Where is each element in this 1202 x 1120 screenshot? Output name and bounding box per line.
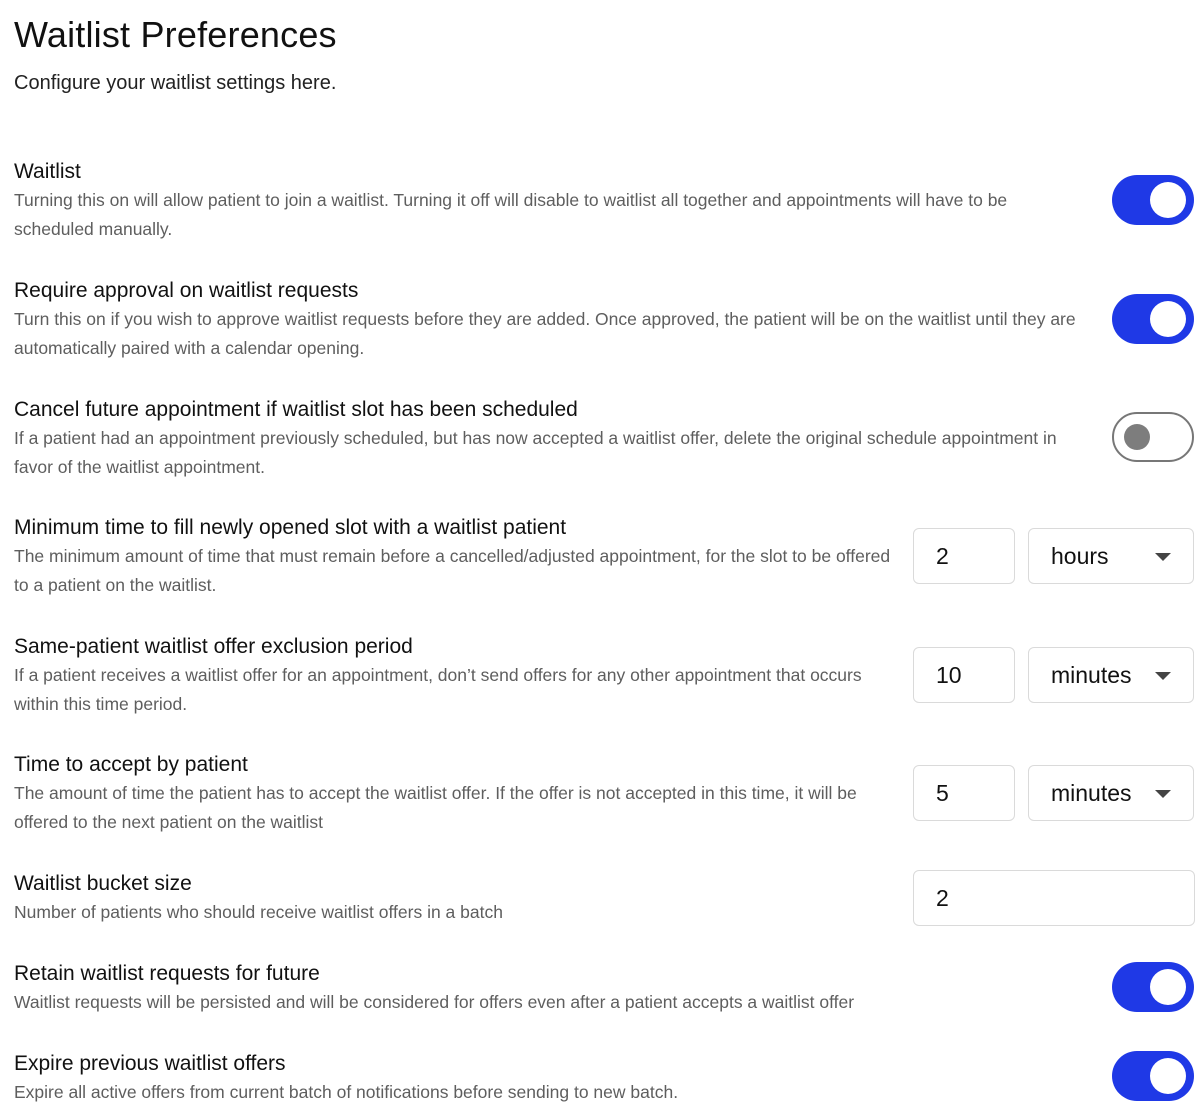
setting-description: The minimum amount of time that must remain before a cancelled/adjusted appointment, for the slot to be offered to a patient on the waitlist. xyxy=(14,546,891,595)
setting-description: If a patient receives a waitlist offer for an appointment, don’t send offers for any other appointment that occurs within this time period. xyxy=(14,665,862,714)
time-to-accept-unit-select[interactable] xyxy=(1028,765,1194,821)
page-title: Waitlist Preferences xyxy=(14,14,337,55)
caret-down-icon xyxy=(1155,553,1171,561)
caret-down-icon xyxy=(1155,672,1171,680)
select-value: minutes xyxy=(1051,780,1132,806)
setting-title: Minimum time to fill newly opened slot with a waitlist patient xyxy=(14,516,567,539)
setting-title: Cancel future appointment if waitlist slot has been scheduled xyxy=(14,398,578,421)
setting-title: Waitlist bucket size xyxy=(14,872,192,895)
toggle-knob xyxy=(1150,969,1186,1005)
minimum-time-input[interactable] xyxy=(913,528,1015,584)
setting-title: Expire previous waitlist offers xyxy=(14,1052,286,1075)
toggle-knob xyxy=(1150,1058,1186,1094)
caret-down-icon xyxy=(1155,790,1171,798)
expire-offers-toggle[interactable] xyxy=(1112,1051,1194,1101)
setting-minimum-time xyxy=(14,514,1202,600)
setting-title: Waitlist xyxy=(14,160,81,183)
minimum-time-unit-select[interactable] xyxy=(1028,528,1194,584)
exclusion-period-input[interactable] xyxy=(913,647,1015,703)
setting-waitlist xyxy=(14,158,1202,244)
toggle-knob xyxy=(1124,424,1150,450)
setting-title: Same-patient waitlist offer exclusion period xyxy=(14,635,413,658)
setting-description: Turning this on will allow patient to join a waitlist. Turning it off will disable to waitlist all together and appointments will have to be scheduled manually. xyxy=(14,190,1008,239)
setting-bucket-size xyxy=(14,870,1202,927)
toggle-knob xyxy=(1150,301,1186,337)
setting-title: Time to accept by patient xyxy=(14,753,248,776)
setting-exclusion-period xyxy=(14,633,1202,719)
setting-time-to-accept xyxy=(14,751,1202,837)
setting-description: If a patient had an appointment previously scheduled, but has now accepted a waitlist offer, delete the original schedule appointment in favor of the waitlist appointment. xyxy=(14,428,1057,477)
require-approval-toggle[interactable] xyxy=(1112,294,1194,344)
setting-cancel-future-appointment xyxy=(14,396,1202,482)
cancel-future-appointment-toggle[interactable] xyxy=(1112,412,1194,462)
exclusion-period-unit-select[interactable] xyxy=(1028,647,1194,703)
time-to-accept-input[interactable] xyxy=(913,765,1015,821)
setting-description: Number of patients who should receive waitlist offers in a batch xyxy=(14,902,503,922)
setting-description: Turn this on if you wish to approve waitlist requests before they are added. Once approved, the patient will be on the waitlist until they are automatically paired with a calendar opening. xyxy=(14,309,1076,358)
setting-description: Expire all active offers from current batch of notifications before sending to new batch. xyxy=(14,1082,679,1102)
select-value: minutes xyxy=(1051,662,1132,688)
setting-title: Retain waitlist requests for future xyxy=(14,962,320,985)
setting-description: The amount of time the patient has to accept the waitlist offer. If the offer is not accepted in this time, it will be offered to the next patient on the waitlist xyxy=(14,783,857,832)
retain-requests-toggle[interactable] xyxy=(1112,962,1194,1012)
setting-require-approval xyxy=(14,277,1202,363)
page-subtitle: Configure your waitlist settings here. xyxy=(14,72,337,94)
waitlist-toggle[interactable] xyxy=(1112,175,1194,225)
select-value: hours xyxy=(1051,543,1109,569)
setting-retain-requests xyxy=(14,960,1202,1017)
bucket-size-input[interactable] xyxy=(913,870,1195,926)
setting-expire-offers xyxy=(14,1050,1202,1107)
toggle-knob xyxy=(1150,182,1186,218)
setting-title: Require approval on waitlist requests xyxy=(14,279,359,302)
setting-description: Waitlist requests will be persisted and will be considered for offers even after a patient accepts a waitlist offer xyxy=(14,992,855,1012)
